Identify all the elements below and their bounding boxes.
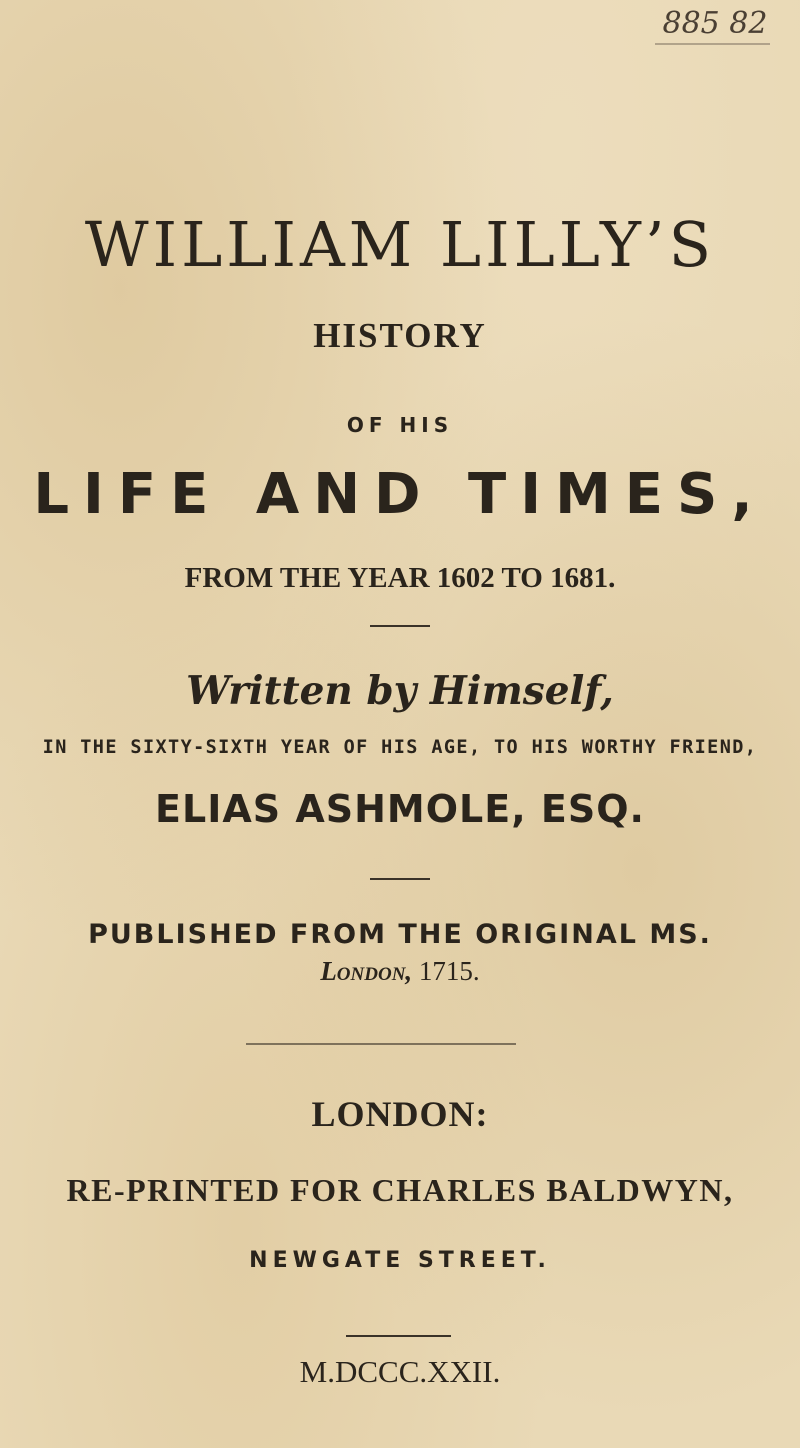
divider-rule <box>346 1335 451 1337</box>
shelfmark: 885 82 <box>662 6 768 41</box>
title: WILLIAM LILLY’S <box>84 208 716 281</box>
written-by: Written by Himself, <box>186 668 614 714</box>
reprint-date: M.DCCC.XXII. <box>299 1354 501 1389</box>
divider-rule <box>370 625 430 627</box>
life-and-times: LIFE AND TIMES, <box>33 462 767 527</box>
subtitle-history: HISTORY <box>313 316 487 355</box>
reprinted-for: RE-PRINTED FOR CHARLES BALDWYN, <box>66 1172 734 1208</box>
divider-rule <box>370 878 430 880</box>
dedication: IN THE SIXTY-SIXTH YEAR OF HIS AGE, TO HIS WORTHY FRIEND, <box>42 737 758 758</box>
imprint-city: LONDON: <box>311 1094 489 1134</box>
original-imprint <box>0 956 800 987</box>
shelfmark-underline <box>655 43 770 45</box>
original-year: 1715. <box>418 956 480 986</box>
street: NEWGATE STREET. <box>249 1248 551 1273</box>
published-from: PUBLISHED FROM THE ORIGINAL MS. <box>88 919 712 950</box>
divider-rule <box>246 1043 516 1045</box>
date-range: FROM THE YEAR 1602 TO 1681. <box>184 562 616 594</box>
original-place: London, <box>320 956 413 986</box>
of-his: OF HIS <box>346 413 454 437</box>
recipient: ELIAS ASHMOLE, ESQ. <box>155 787 645 831</box>
